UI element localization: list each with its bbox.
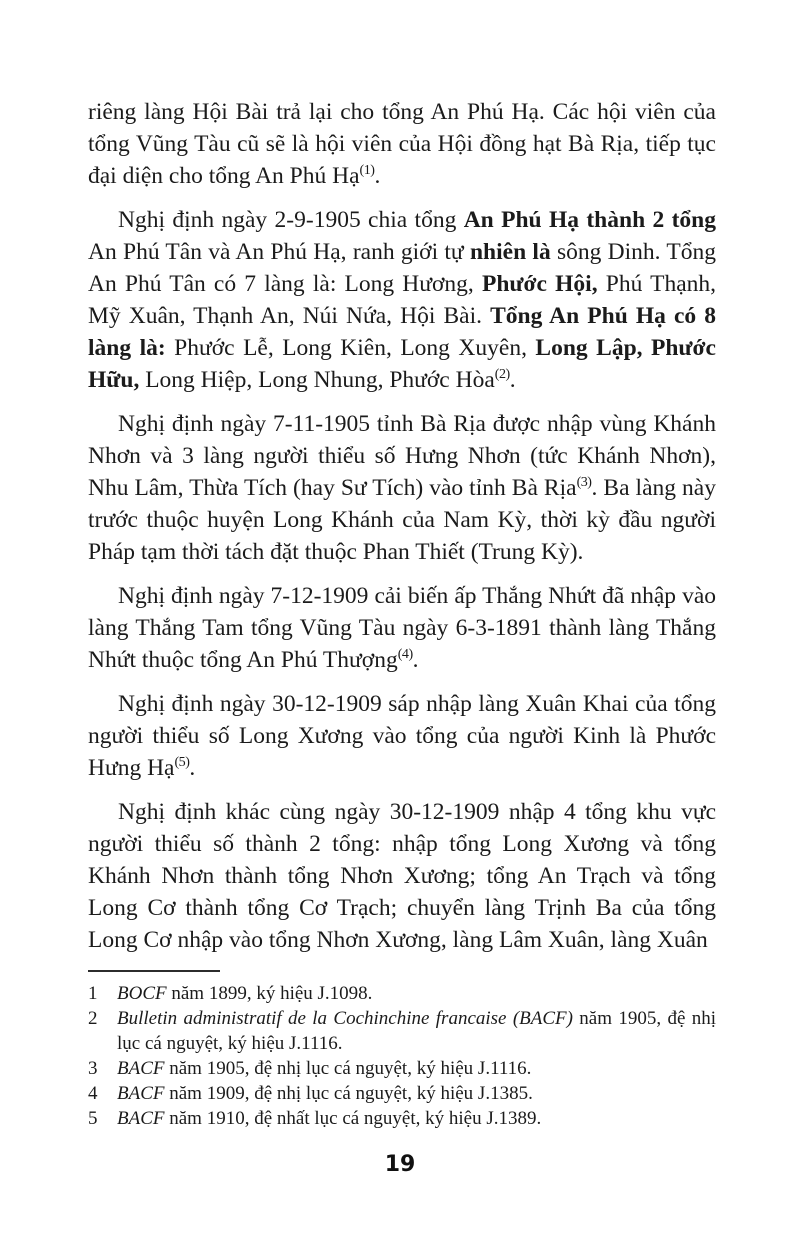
footnote-marker: (2): [494, 366, 510, 383]
footnote: [88, 1006, 716, 1056]
footnote: [88, 1056, 716, 1081]
paragraph: [88, 96, 716, 192]
text-segment: năm 1909, đệ nhị lục cá nguyệt, ký hiệu J.1385.: [164, 1083, 533, 1104]
text-segment: .: [412, 647, 419, 673]
footnote-text: [117, 981, 716, 1006]
page-content: [88, 96, 716, 1131]
footnote-number: 4: [88, 1083, 98, 1104]
paragraph: [88, 580, 716, 676]
text-segment: Nghị định ngày 30-12-1909 sáp nhập làng Xuân Khai của tổng người thiểu số Long Xương vào tổng của người Kinh là Phước Hưng Hạ: [88, 691, 716, 781]
text-segment: năm 1899, ký hiệu J.1098.: [166, 983, 373, 1004]
footnote-number: 5: [88, 1108, 98, 1129]
footnote-number: 1: [88, 983, 98, 1004]
footnote-marker: (1): [359, 162, 375, 179]
text-segment: BACF: [117, 1108, 165, 1129]
footnote-text: [117, 1056, 716, 1081]
text-segment: Nghị định ngày 2-9-1905 chia tổng: [118, 207, 464, 233]
footnote-text: [117, 1081, 716, 1106]
page-number: 19: [384, 1152, 416, 1177]
text-segment: Nghị định khác cùng ngày 30-12-1909 nhập 4 tổng khu vực người thiểu số thành 2 tổng: nhập tổng Long Xương và tổng Khánh Nhơn thành tổng Nhơn Xương; tổng An Trạch và tổng Long Cơ thành tổng Cơ Trạch; chuyển làng Trịnh Ba của tổng Long Cơ nhập vào tổng Nhơn Xương, làng Lâm Xuân, làng Xuân: [88, 799, 716, 953]
body-text: [88, 96, 716, 956]
text-segment: Phú Thạnh, Mỹ Xuân, Thạnh An, Núi Nứa, Hội Bài.: [88, 271, 717, 329]
footnotes-section: [88, 970, 716, 1131]
footnote-marker: (4): [397, 646, 413, 663]
text-segment: . Ba làng này trước thuộc huyện Long Khánh của Nam Kỳ, thời kỳ đầu người Pháp tạm thời tách đặt thuộc Phan Thiết (Trung Kỳ).: [88, 475, 716, 565]
text-segment: Long Lập, Phước Hữu,: [88, 335, 716, 393]
footnote-marker: (3): [576, 474, 592, 491]
text-segment: riêng làng Hội Bài trả lại cho tổng An Phú Hạ. Các hội viên của tổng Vũng Tàu cũ sẽ là hội viên của Hội đồng hạt Bà Rịa, tiếp tục đại diện cho tổng An Phú Hạ: [88, 99, 716, 189]
text-segment: Phước Lễ, Long Kiên, Long Xuyên,: [165, 335, 536, 361]
text-segment: năm 1910, đệ nhất lục cá nguyệt, ký hiệu J.1389.: [164, 1108, 542, 1129]
text-segment: .: [374, 163, 381, 189]
paragraph: [88, 204, 716, 396]
text-segment: Long Hiệp, Long Nhung, Phước Hòa: [139, 367, 495, 393]
text-segment: Tổng An Phú Hạ có 8 làng là:: [88, 303, 716, 361]
text-segment: BACF: [117, 1058, 165, 1079]
text-segment: .: [509, 367, 516, 393]
footnote-separator: [88, 970, 220, 972]
text-segment: nhiên là: [469, 239, 551, 265]
text-segment: .: [189, 755, 196, 781]
text-segment: An Phú Tân và An Phú Hạ, ranh giới tự: [88, 239, 470, 265]
footnote-text: [117, 1006, 716, 1056]
text-segment: sông Dinh. Tổng An Phú Tân có 7 làng là: Long Hương,: [88, 239, 717, 297]
text-segment: Nghị định ngày 7-11-1905 tỉnh Bà Rịa được nhập vùng Khánh Nhơn và 3 làng người thiểu số Hưng Nhơn (tức Khánh Nhơn), Nhu Lâm, Thừa Tích (hay Sư Tích) vào tỉnh Bà Rịa: [88, 411, 716, 501]
text-segment: năm 1905, đệ nhị lục cá nguyệt, ký hiệu J.1116.: [117, 1008, 716, 1054]
text-segment: Phước Hội,: [482, 271, 598, 297]
paragraph: [88, 796, 716, 956]
text-segment: Nghị định ngày 7-12-1909 cải biến ấp Thắng Nhứt đã nhập vào làng Thắng Tam tổng Vũng Tàu ngày 6-3-1891 thành làng Thắng Nhứt thuộc tổng An Phú Thượng: [88, 583, 716, 673]
footnote-number: 3: [88, 1058, 98, 1079]
paragraph: [88, 408, 716, 568]
footnote: [88, 981, 716, 1006]
paragraph: [88, 688, 716, 784]
footnote: [88, 1106, 716, 1131]
footnote-number: 2: [88, 1008, 98, 1029]
footnote: [88, 1081, 716, 1106]
footnote-marker: (5): [174, 754, 190, 771]
text-segment: năm 1905, đệ nhị lục cá nguyệt, ký hiệu J.1116.: [164, 1058, 532, 1079]
footnote-text: [117, 1106, 716, 1131]
footnotes-list: [88, 981, 716, 1131]
text-segment: An Phú Hạ thành 2 tổng: [463, 207, 717, 233]
text-segment: BOCF: [117, 983, 167, 1004]
text-segment: Bulletin administratif de la Cochinchine francaise (BACF): [117, 1008, 573, 1029]
text-segment: BACF: [117, 1083, 165, 1104]
